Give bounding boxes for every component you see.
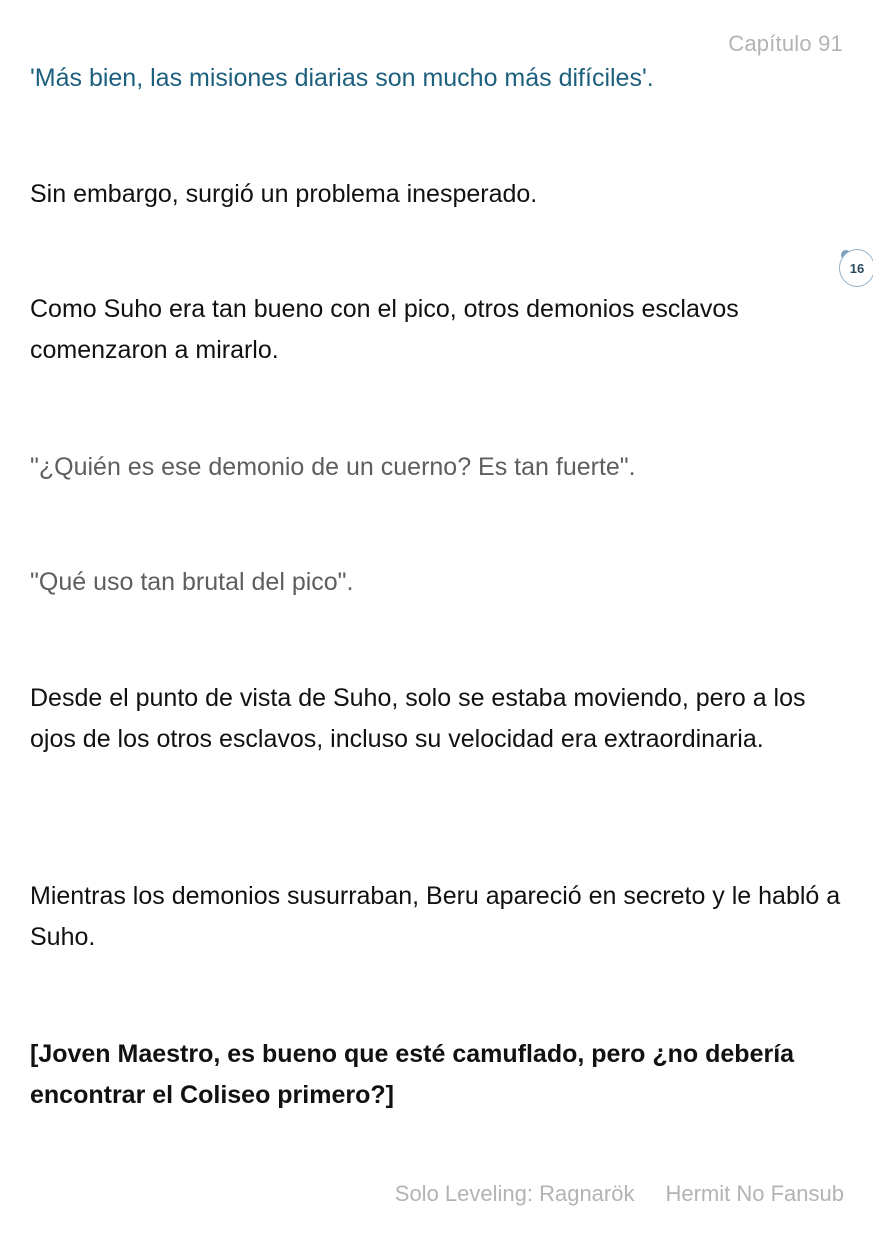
footer (395, 1181, 844, 1207)
paragraph-dialogue: "Qué uso tan brutal del pico". (30, 568, 354, 596)
paragraph-system-message: 'Más bien, las misiones diarias son mucho más difíciles'. (30, 64, 654, 92)
paragraph-narration: Mientras los demonios susurraban, Beru apareció en secreto y le habló a Suho. (30, 882, 841, 951)
chapter-label: Capítulo 91 (728, 31, 843, 56)
novel-title: Solo Leveling: Ragnarök (394, 1181, 635, 1206)
translator-credit: Hermit No Fansub (665, 1181, 844, 1206)
page-number: 16 (849, 260, 865, 276)
paragraph-dialogue: "¿Quién es ese demonio de un cuerno? Es tan fuerte". (30, 453, 636, 481)
paragraph-narration: Sin embargo, surgió un problema inesperado. (30, 180, 538, 208)
page-number-badge[interactable] (839, 249, 873, 287)
paragraph-bold-message: [Joven Maestro, es bueno que esté camuflado, pero ¿no debería encontrar el Coliseo primero?] (30, 1040, 795, 1109)
paragraph-narration: Desde el punto de vista de Suho, solo se estaba moviendo, pero a los ojos de los otros esclavos, incluso su velocidad era extraordinaria. (30, 684, 806, 753)
paragraph-narration: Como Suho era tan bueno con el pico, otros demonios esclavos comenzaron a mirarlo. (30, 295, 739, 364)
